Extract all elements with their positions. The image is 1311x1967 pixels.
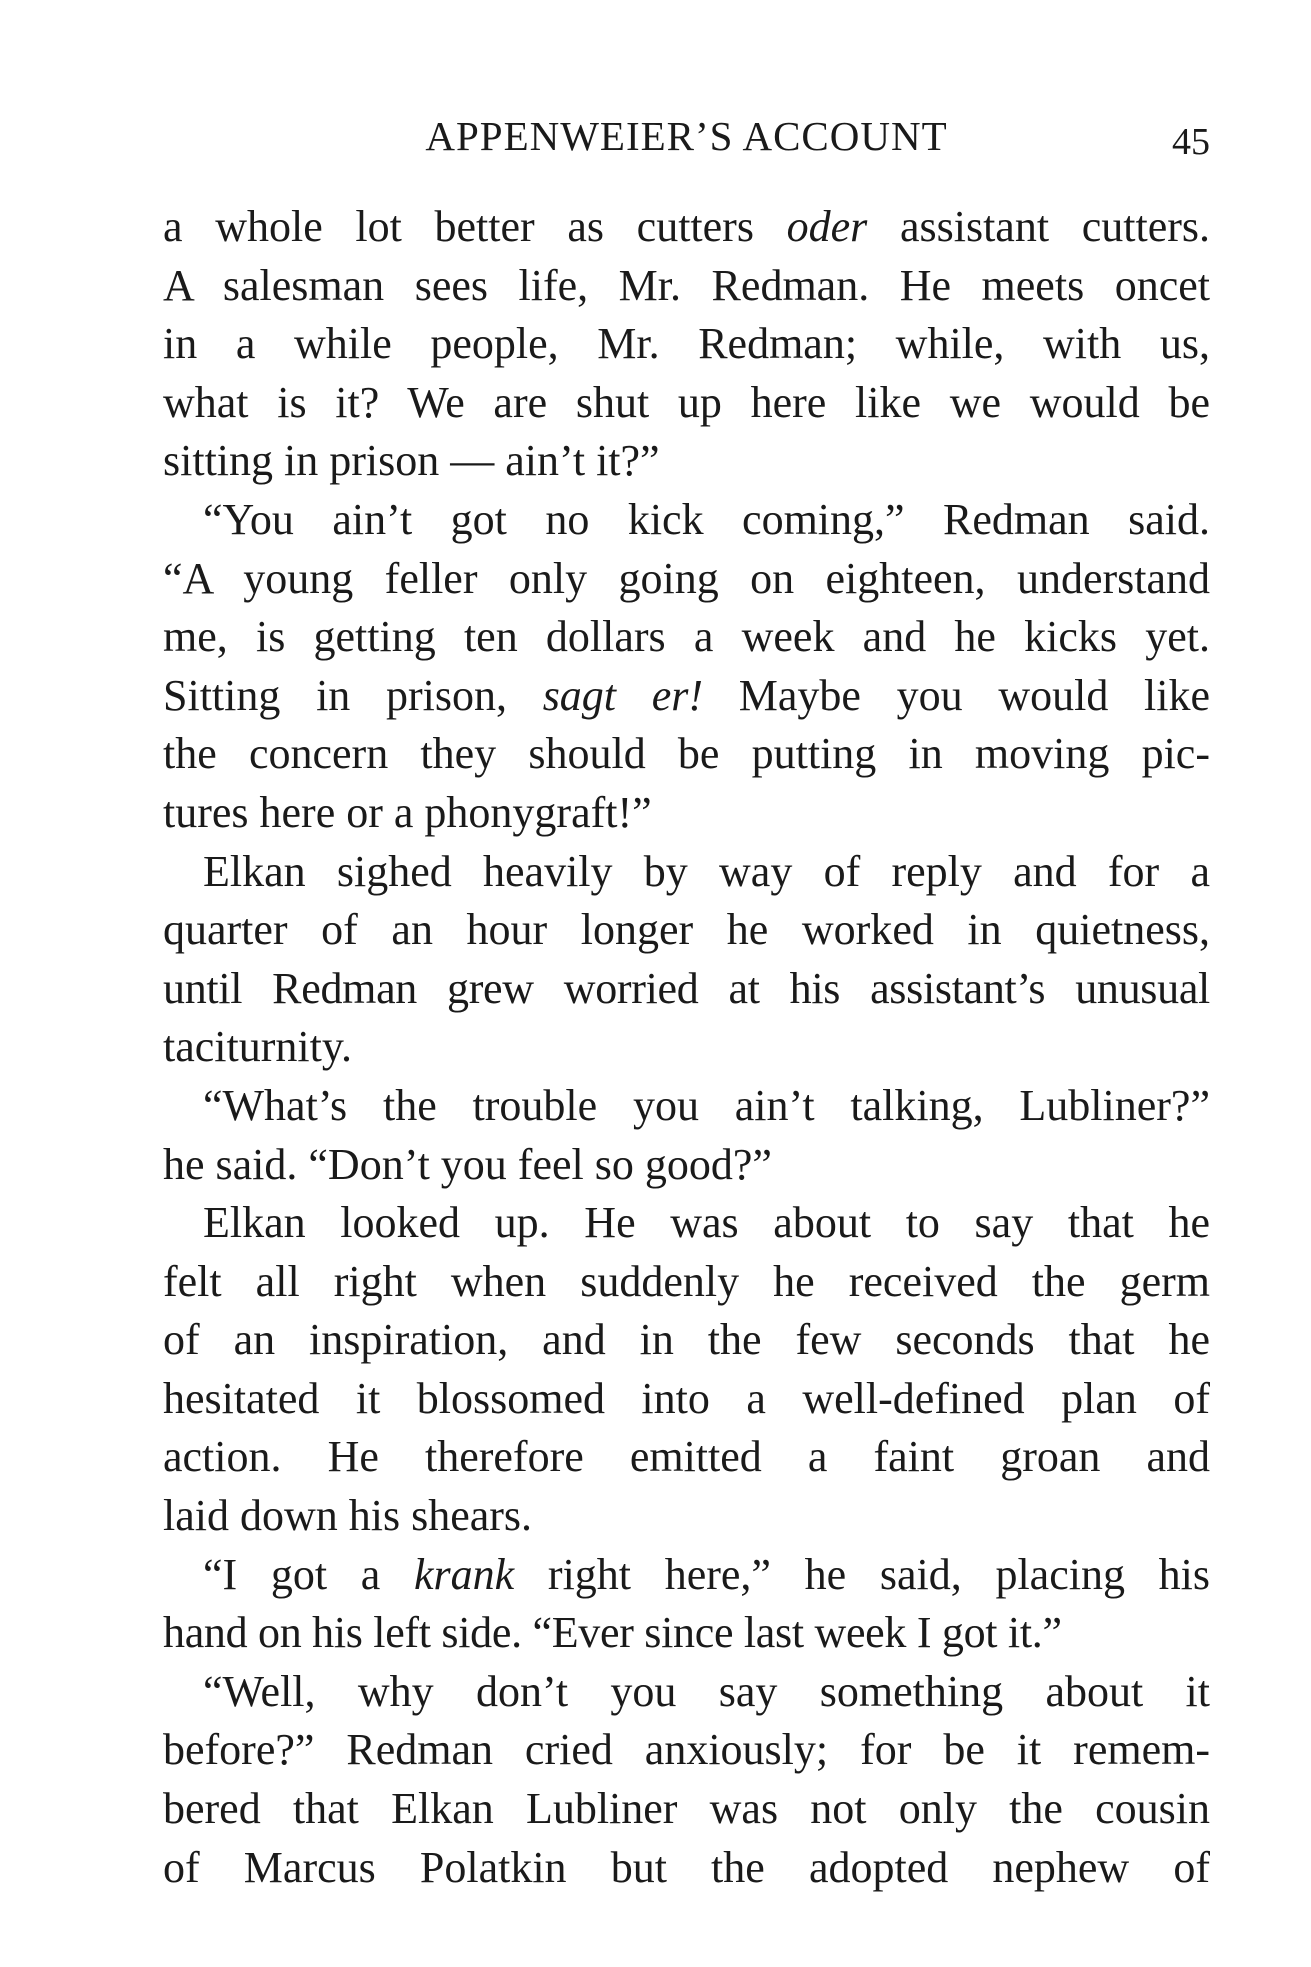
text-line: “A young feller only going on eighteen, understand (163, 553, 1210, 603)
text-line: Elkan sighed heavily by way of reply and for a (203, 846, 1210, 896)
text-line: action. He therefore emitted a faint groan and (163, 1432, 1210, 1482)
page-number: 45 (1172, 121, 1210, 163)
text-line: “You ain’t got no kick coming,” Redman said. (203, 494, 1210, 544)
text-line: Elkan looked up. He was about to say that he (203, 1198, 1210, 1248)
text-line: in a while people, Mr. Redman; while, with us, (163, 319, 1210, 369)
text-line: me, is getting ten dollars a week and he kicks yet. (163, 612, 1210, 662)
text-line: he said. “Don’t you feel so good?” (163, 1139, 772, 1189)
text-line: felt all right when suddenly he received the germ (163, 1256, 1210, 1306)
italic-word: krank (414, 1549, 515, 1599)
text-line: before?” Redman cried anxiously; for be it remem- (163, 1725, 1210, 1775)
text-line: until Redman grew worried at his assistant’s unusual (163, 963, 1210, 1013)
text-line: of an inspiration, and in the few seconds that he (163, 1315, 1210, 1365)
page-header (163, 112, 1210, 172)
italic-word: oder (786, 202, 868, 251)
text-line: laid down his shears. (163, 1491, 533, 1541)
text-line: hesitated it blossomed into a well-defined plan of (163, 1373, 1210, 1423)
text-line: Sitting in prison, sagt er! Maybe you would like (163, 670, 1210, 720)
text-line: quarter of an hour longer he worked in quietness, (163, 905, 1210, 955)
text-line: sitting in prison — ain’t it?” (163, 436, 660, 486)
text-line: “What’s the trouble you ain’t talking, Lubliner?” (203, 1080, 1210, 1130)
text-line: A salesman sees life, Mr. Redman. He meets oncet (163, 260, 1210, 310)
text-line: what is it? We are shut up here like we would be (163, 377, 1210, 427)
text-line: “I got a krank right here,” he said, placing his (203, 1549, 1210, 1599)
text-line: the concern they should be putting in moving pic- (163, 729, 1210, 779)
text-line: a whole lot better as cutters oder assistant cutters. (163, 202, 1210, 251)
text-line: bered that Elkan Lubliner was not only the cousin (163, 1784, 1210, 1834)
text-line: of Marcus Polatkin but the adopted nephew of (163, 1842, 1210, 1892)
text-line: “Well, why don’t you say something about it (203, 1666, 1210, 1716)
running-title: APPENWEIER’S ACCOUNT (425, 113, 948, 159)
body-text (163, 198, 1210, 1897)
italic-word: sagt er! (542, 670, 704, 720)
text-line: hand on his left side. “Ever since last week I got it.” (163, 1608, 1062, 1658)
text-line: taciturnity. (163, 1022, 352, 1072)
text-line: tures here or a phonygraft!” (163, 787, 652, 837)
